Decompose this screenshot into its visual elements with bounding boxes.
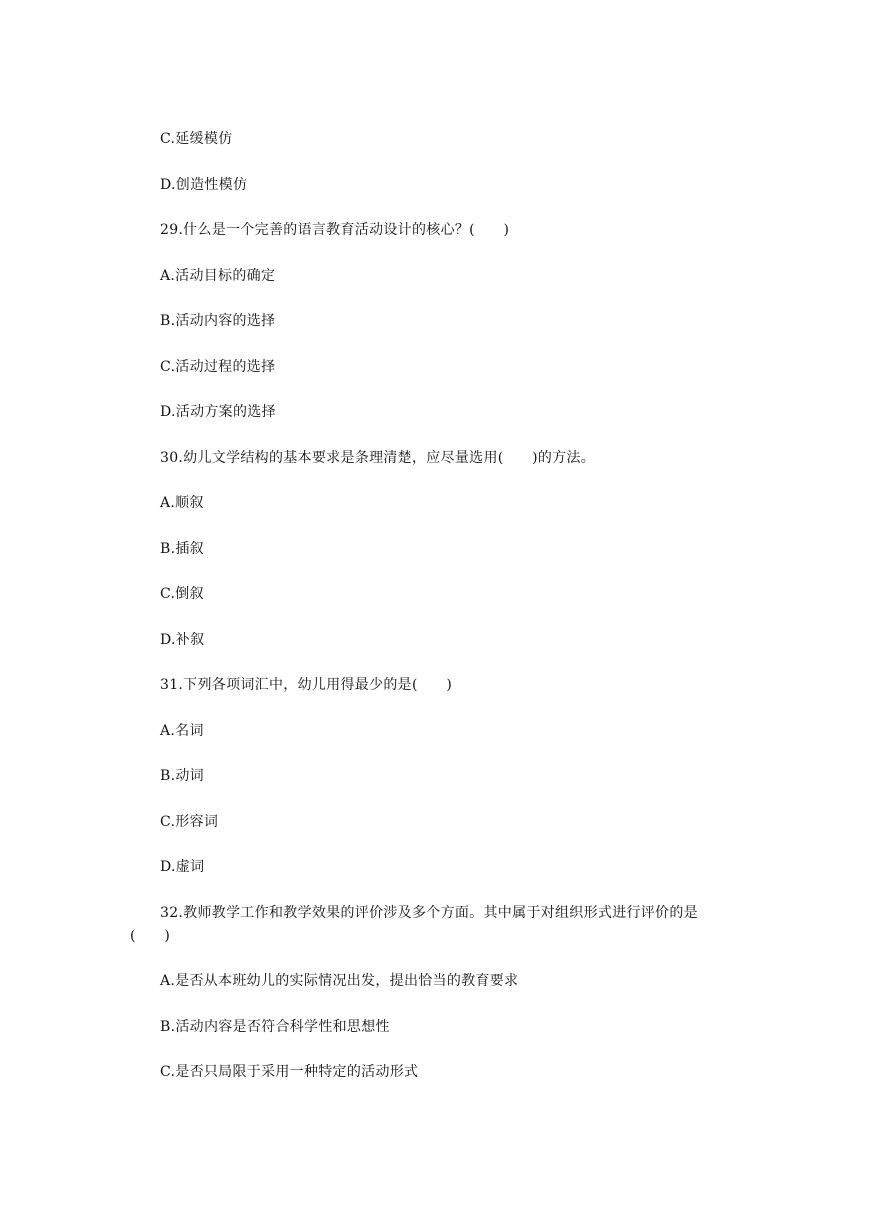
- question-32: 32.教师教学工作和教学效果的评价涉及多个方面。其中属于对组织形式进行评价的是: [160, 905, 698, 921]
- question-30: 30.幼儿文学结构的基本要求是条理清楚，应尽量选用( )的方法。: [160, 450, 596, 466]
- question-32-continuation: ( ): [130, 928, 171, 944]
- option-c-q32: C.是否只局限于采用一种特定的活动形式: [160, 1064, 419, 1080]
- option-d-q28: D.创造性模仿: [160, 177, 248, 193]
- option-a-q29: A.活动目标的确定: [160, 268, 276, 284]
- option-d-q29: D.活动方案的选择: [160, 404, 276, 420]
- option-b-q31: B.动词: [160, 768, 204, 784]
- option-c-q28: C.延缓模仿: [160, 131, 233, 147]
- option-c-q31: C.形容词: [160, 814, 219, 830]
- question-29: 29.什么是一个完善的语言教育活动设计的核心？( ): [160, 222, 510, 238]
- question-31: 31.下列各项词汇中，幼儿用得最少的是( ): [160, 677, 453, 693]
- option-a-q32: A.是否从本班幼儿的实际情况出发，提出恰当的教育要求: [160, 973, 519, 989]
- option-a-q30: A.顺叙: [160, 495, 204, 511]
- option-b-q30: B.插叙: [160, 541, 204, 557]
- option-c-q29: C.活动过程的选择: [160, 359, 276, 375]
- option-b-q29: B.活动内容的选择: [160, 313, 276, 329]
- option-a-q31: A.名词: [160, 723, 204, 739]
- option-c-q30: C.倒叙: [160, 586, 204, 602]
- option-b-q32: B.活动内容是否符合科学性和思想性: [160, 1019, 390, 1035]
- option-d-q30: D.补叙: [160, 632, 205, 648]
- option-d-q31: D.虚词: [160, 859, 205, 875]
